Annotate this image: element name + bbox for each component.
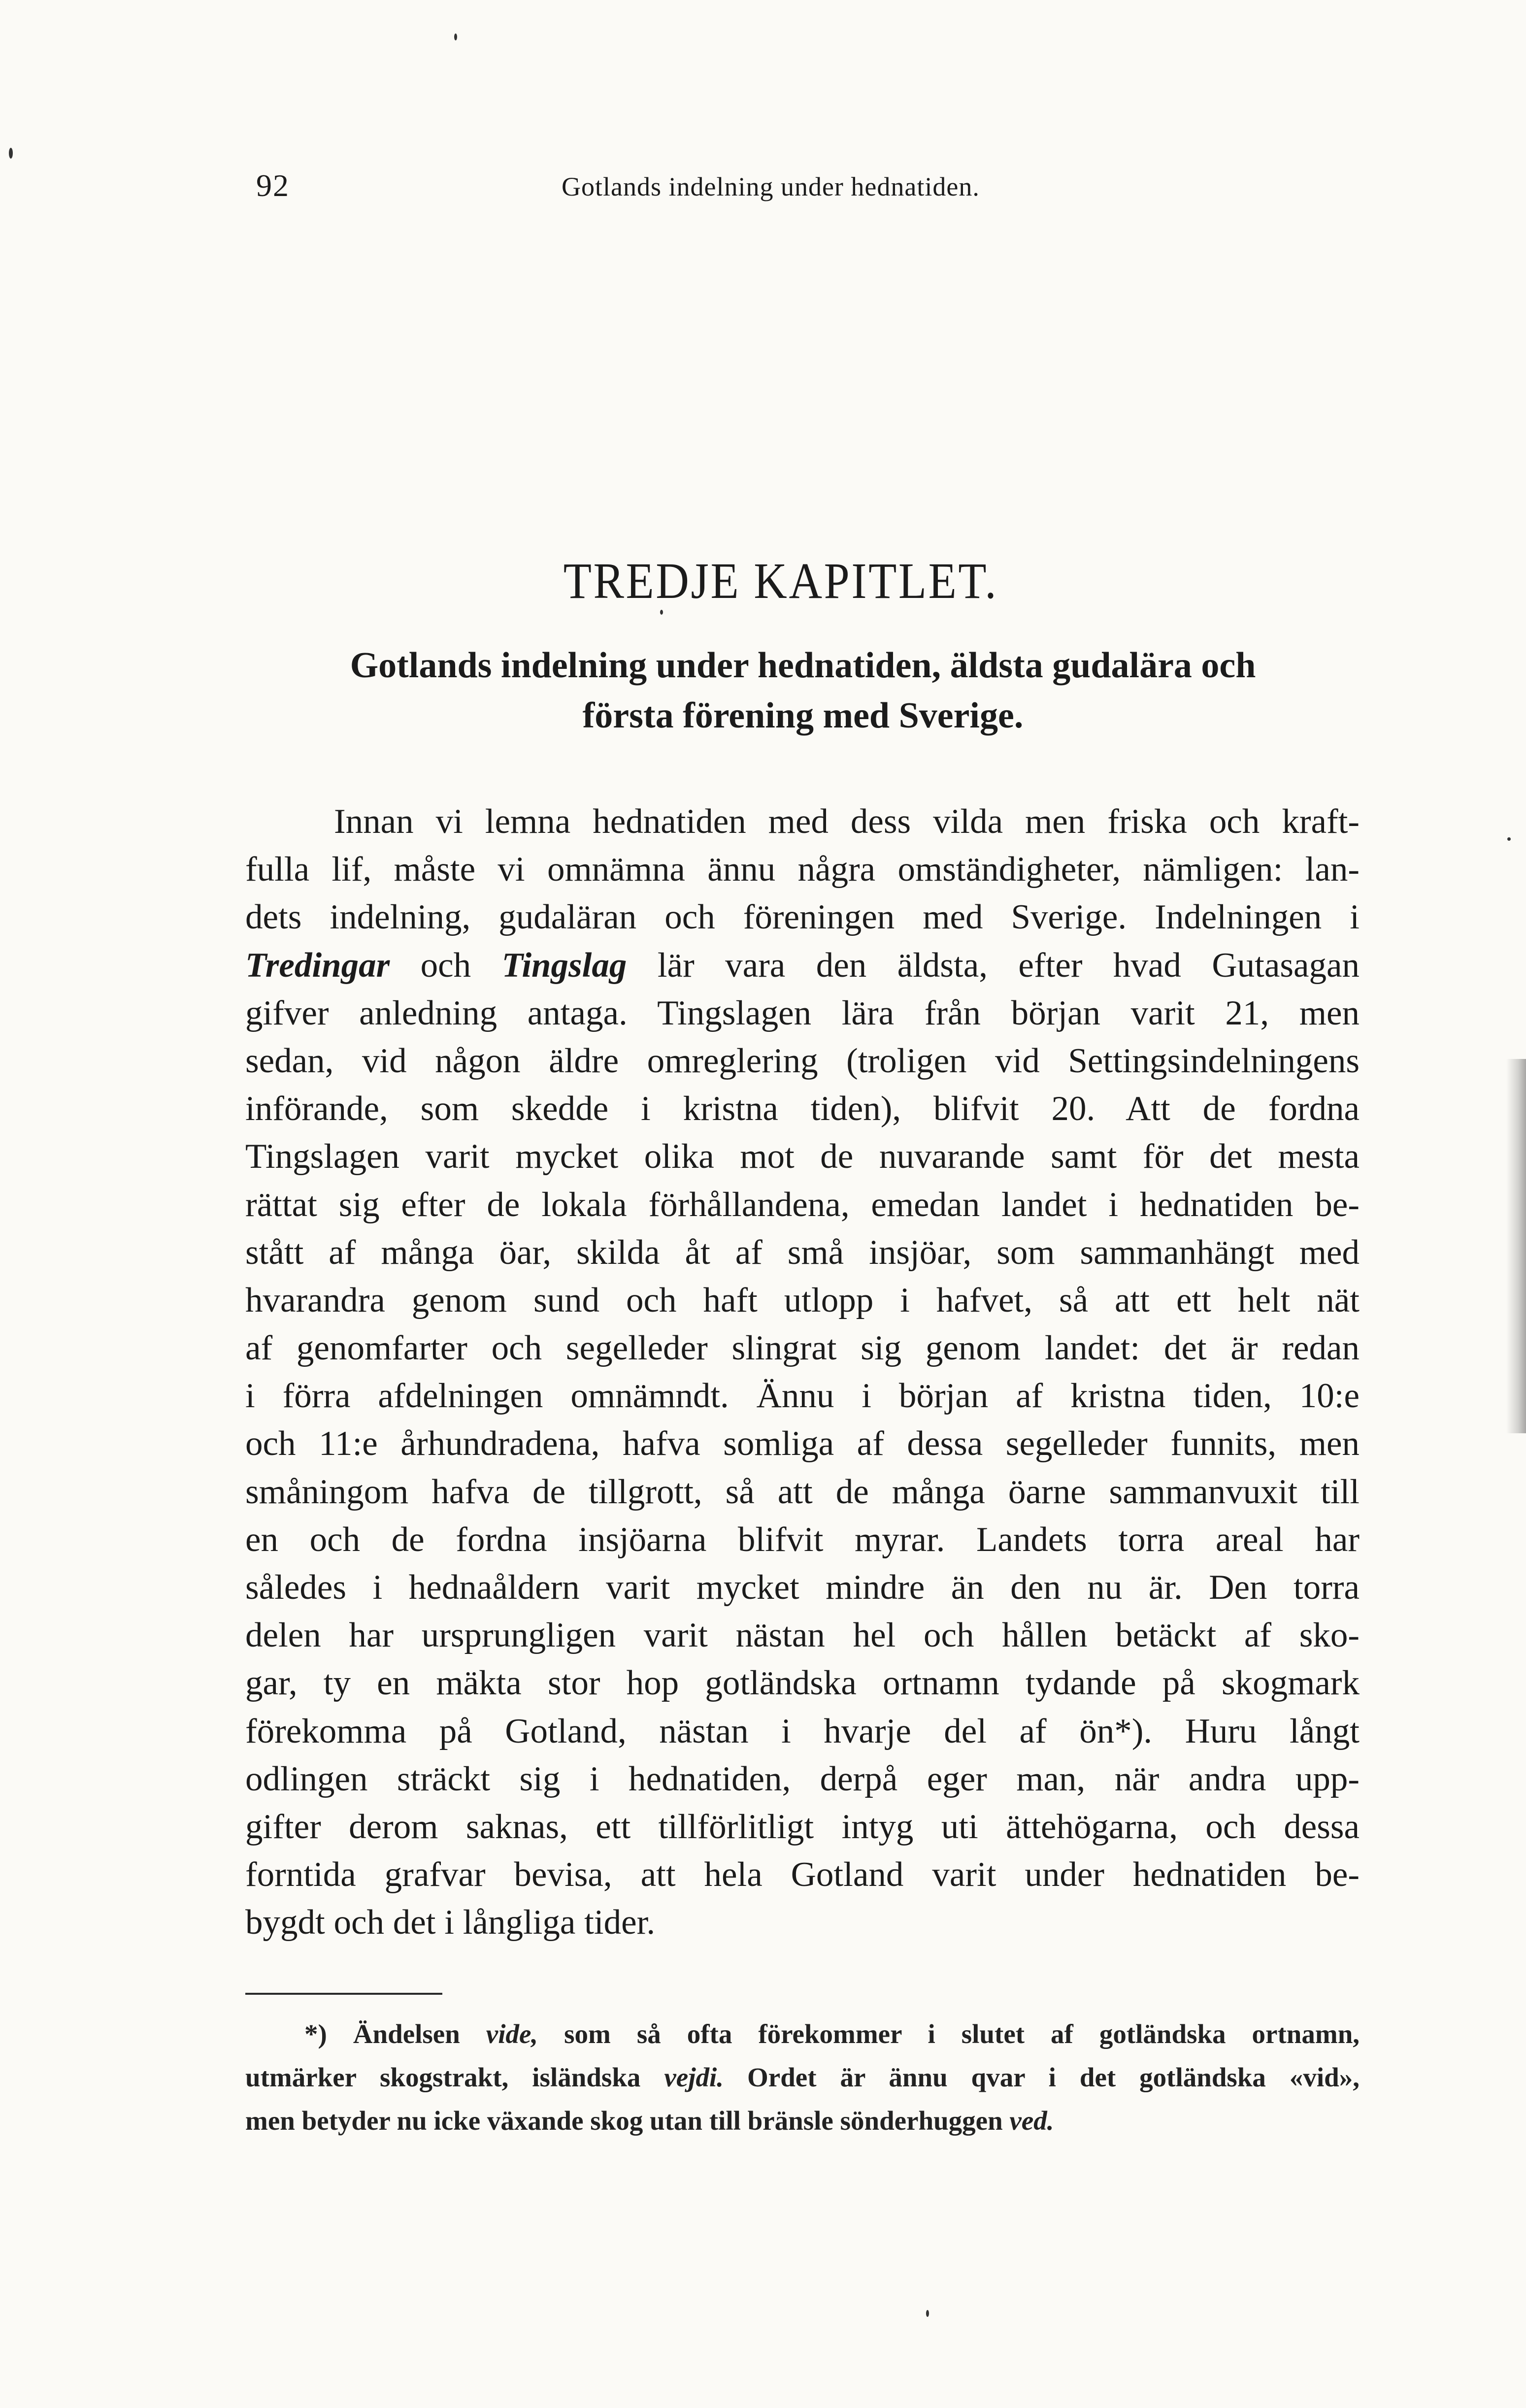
text-line: fulla lif, måste vi omnämna ännu några omständigheter, nämligen: lan- [245,850,1360,889]
footnote-line [245,2012,1360,2056]
text-line: införande, som skedde i kristna tiden), blifvit 20. Att de fordna [245,1089,1360,1128]
text-line: bygdt och det i långliga tider. [245,1903,656,1942]
text-line: dets indelning, gudaläran och föreningen med Sverige. Indelningen i [245,898,1360,937]
body-paragraph [245,798,1360,1947]
footnote-line [245,2056,1360,2099]
text-line: gar, ty en mäkta stor hop gotländska ortnamn tydande på skogmark [245,1664,1360,1703]
text-line: Tingslagen varit mycket olika mot de nuvarande samt för det mesta [245,1137,1360,1176]
text-line: hvarandra genom sund och haft utlopp i hafvet, så att ett helt nät [245,1281,1360,1319]
term-tingslag: Tingslag [501,946,627,985]
text-fragment: utmärker skogstrakt, isländska [245,2062,641,2092]
text-line: odlingen sträckt sig i hednatiden, derpå eger man, när andra upp- [245,1759,1360,1798]
text-line: rättat sig efter de lokala förhållandena, emedan landet i hednatiden be- [245,1185,1360,1224]
text-line: stått af många öar, skilda åt af små insjöar, som sammanhängt med [245,1233,1360,1272]
text-line: gifter derom saknas, ett tillförlitligt intyg uti ättehögarna, och dessa [245,1807,1360,1846]
footnote-marker: *) [304,2019,327,2049]
text-fragment: Ordet är ännu qvar i det gotländska «vid», [747,2062,1360,2092]
text-line: småningom hafva de tillgrott, så att de många öarne sammanvuxit till [245,1472,1360,1511]
text-line: gifver anledning antaga. Tingslagen lära från början varit 21, men [245,993,1360,1032]
text-fragment: och [420,946,471,985]
text-line: således i hednaåldern varit mycket mindre än den nu är. Den torra [245,1568,1360,1607]
text-line: af genomfarter och segelleder slingrat sig genom landet: det är redan [245,1329,1360,1368]
page-number: 92 [256,168,290,203]
text-line: delen har ursprungligen varit nästan hel och hållen betäckt af sko- [245,1616,1360,1655]
footnote-divider [245,1993,442,1995]
scan-speck [1507,837,1511,841]
running-header [256,167,1360,217]
text-line: en och de fordna insjöarna blifvit myrar. Landets torra areal har [245,1520,1360,1559]
running-title: Gotlands indelning under hednatiden. [562,172,980,201]
subtitle-line-2: första förening med Sverige. [582,695,1024,736]
text-line: sedan, vid någon äldre omreglering (troligen vid Settingsindelningens [245,1041,1360,1080]
text-line: Innan vi lemna hednatiden med dess vilda men friska och kraft- [334,802,1360,841]
subtitle-line-1: Gotlands indelning under hednatiden, äldsta gudalära och [350,645,1256,686]
term-ved: ved. [1009,2106,1054,2136]
text-fragment: som så ofta förekommer i slutet af gotländska ortnamn, [564,2019,1360,2049]
footnote [245,2012,1360,2143]
scan-speck [9,148,13,159]
term-tredingar: Tredingar [245,946,390,985]
text-line: förekomma på Gotland, nästan i hvarje del af ön*). Huru långt [245,1712,1360,1750]
text-line [245,942,1360,990]
term-vejdi: vejdi. [664,2062,724,2092]
scan-speck [454,33,457,40]
text-line: i förra afdelningen omnämndt. Ännu i början af kristna tiden, 10:e [245,1377,1360,1416]
scan-speck [660,610,663,615]
term-vide: vide, [486,2019,538,2049]
chapter-title: TREDJE KAPITLET. [563,553,998,609]
footnote-line [245,2099,1360,2143]
text-fragment: Ändelsen [353,2019,460,2049]
text-fragment: men betyder nu icke växande skog utan till bränsle sönderhuggen [245,2106,1003,2136]
scan-edge-shadow [1506,1059,1526,1433]
text-fragment: lär vara den äldsta, efter hvad Gutasagan [657,946,1360,985]
text-line: forntida grafvar bevisa, att hela Gotland varit under hednatiden be- [245,1855,1360,1894]
chapter-subtitle [246,640,1360,741]
scan-speck [926,2310,929,2317]
text-line: och 11:e århundradena, hafva somliga af dessa segelleder funnits, men [245,1424,1360,1463]
